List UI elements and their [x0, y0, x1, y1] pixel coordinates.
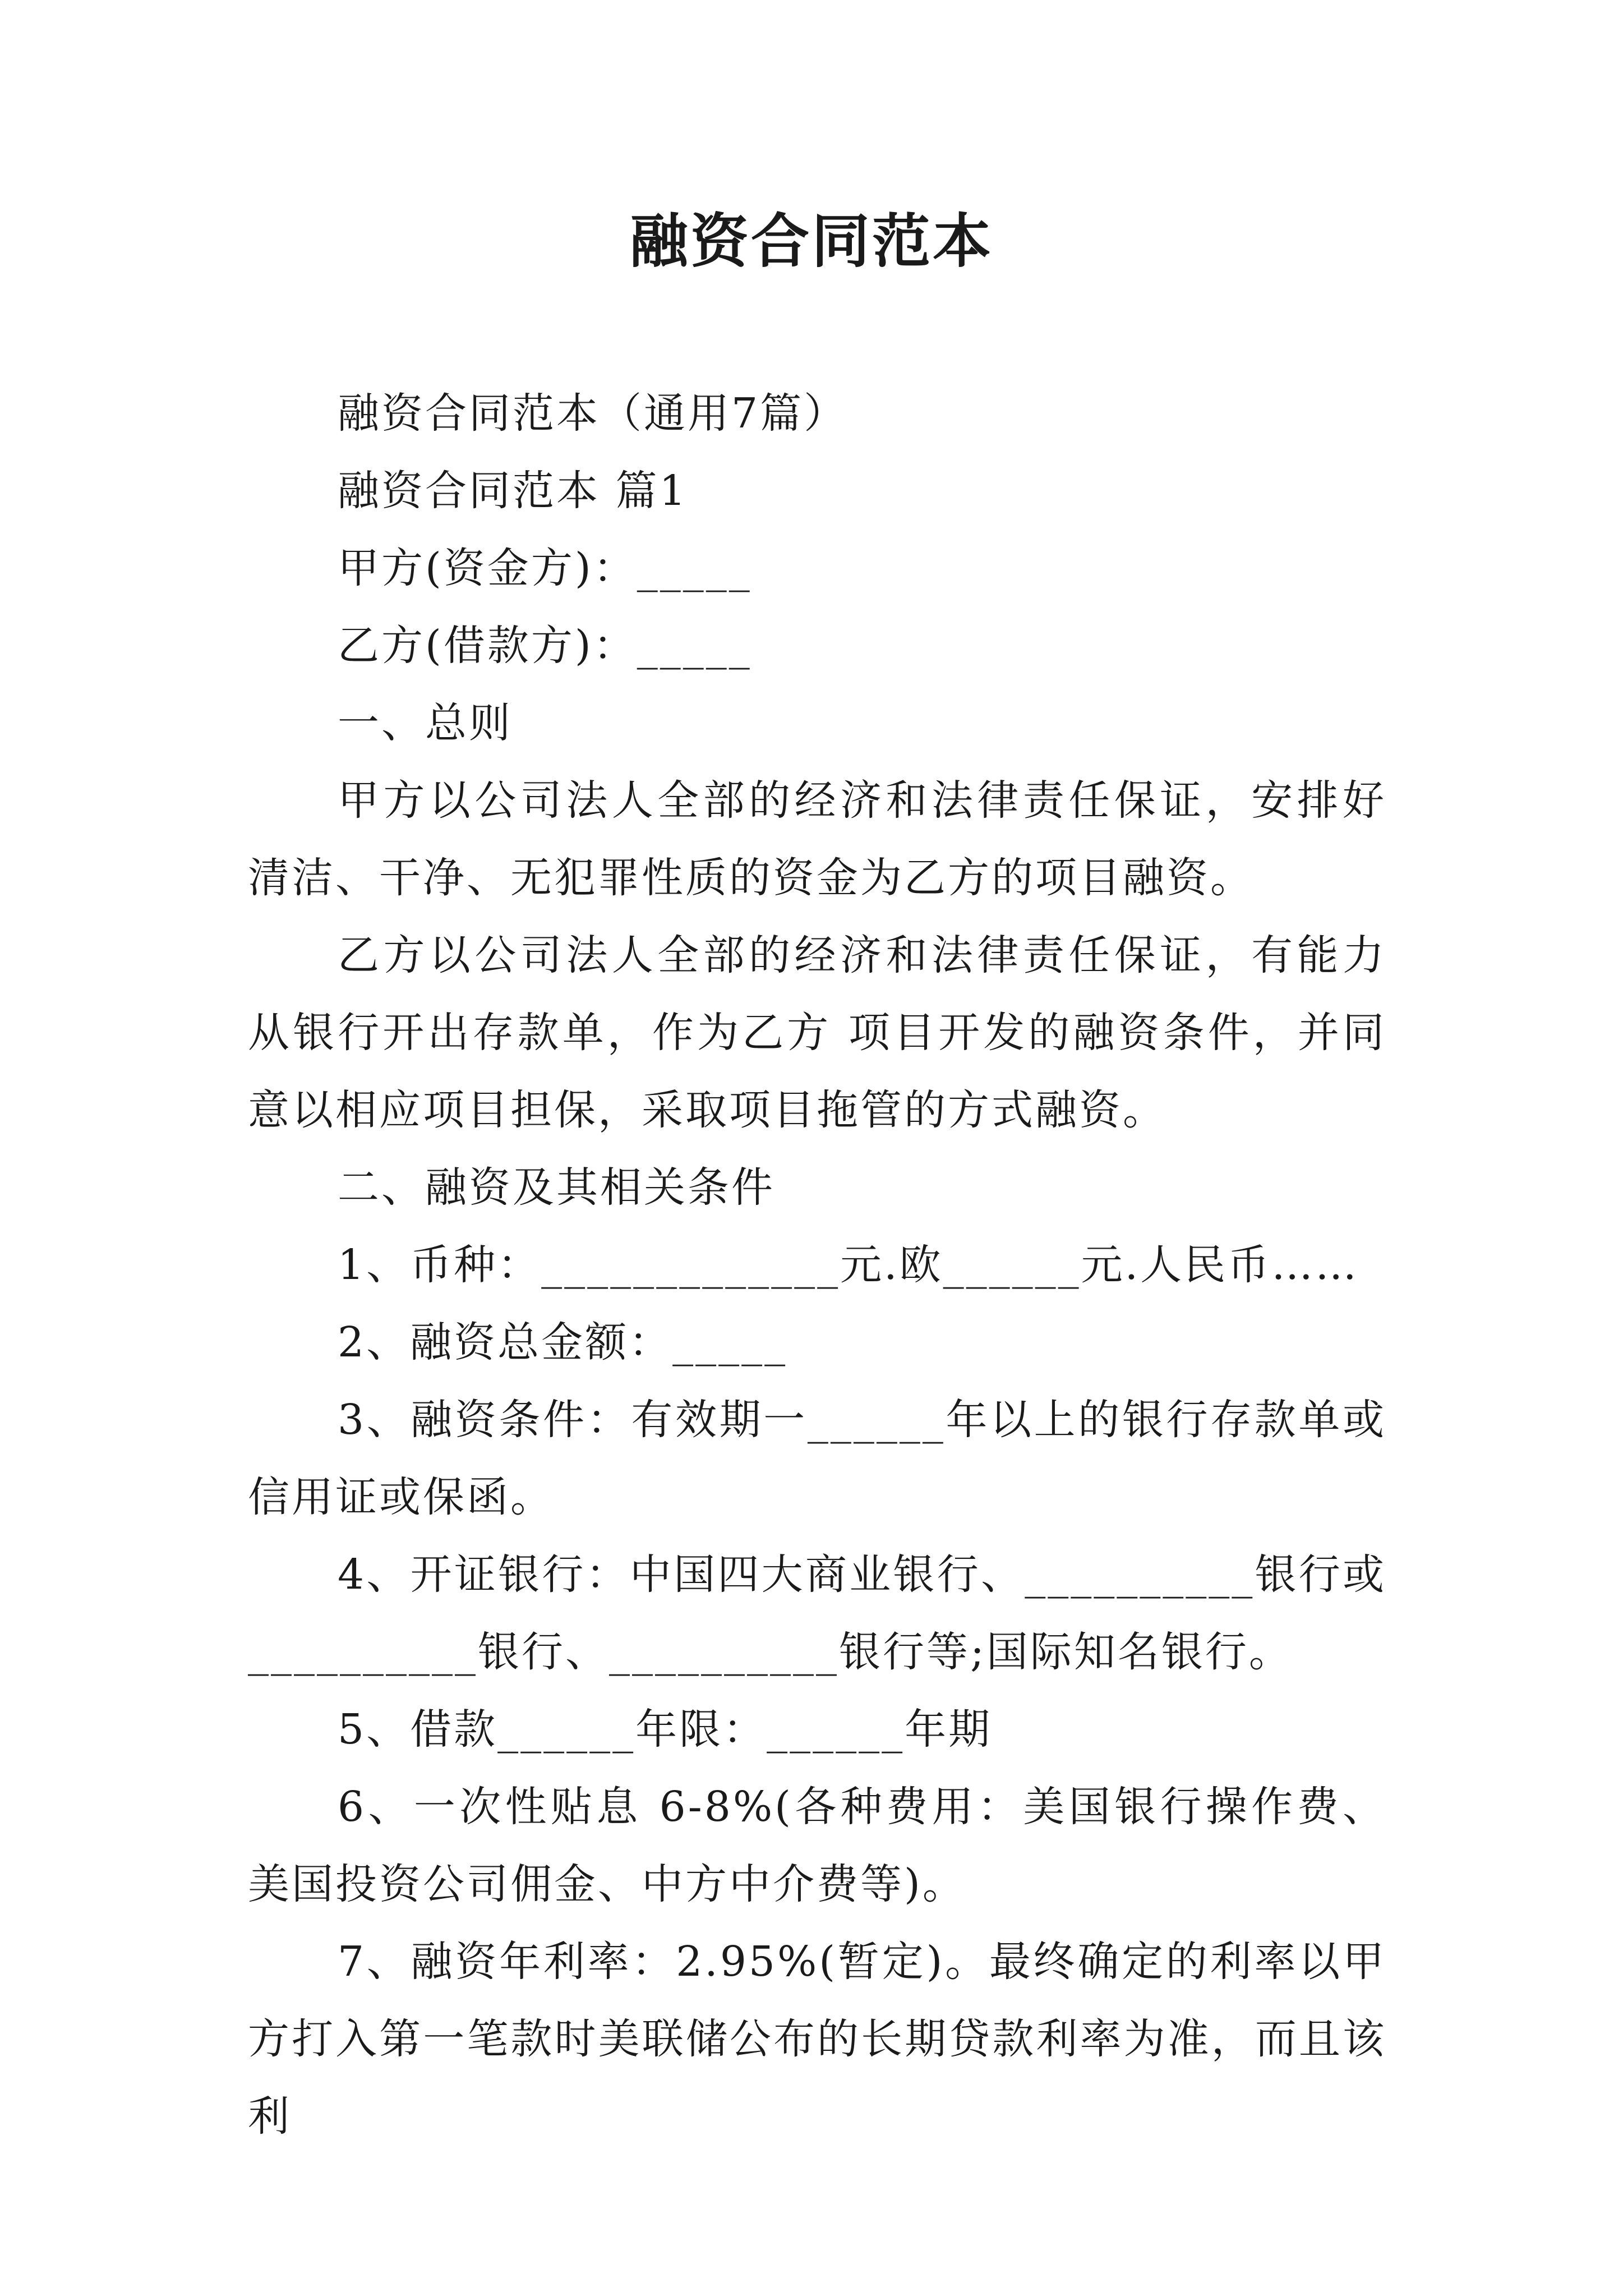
paragraph-conditions-heading: 二、融资及其相关条件	[338, 1163, 775, 1212]
document-title: 融资合同范本	[629, 206, 993, 275]
paragraph-general-heading: 一、总则	[338, 699, 513, 747]
paragraph-item-6: 6、一次性贴息 6-8%(各种费用：美国银行操作费、美国投资公司佣金、中方中介费等)。	[248, 1783, 1386, 1908]
paragraph-item-4: 4、开证银行：中国四大商业银行、__________银行或__________银行、__________银行等;国际知名银行。	[248, 1550, 1386, 1676]
paragraph-general-a: 甲方以公司法人全部的经济和法律责任保证，安排好清洁、干净、无犯罪性质的资金为乙方的项目融资。	[248, 776, 1386, 902]
paragraph-party-b: 乙方(借款方)：_____	[338, 622, 752, 670]
paragraph-item-1: 1、币种：_____________元.欧______元.人民币……	[338, 1241, 1359, 1289]
paragraph-section-heading: 融资合同范本 篇1	[338, 467, 688, 515]
paragraph-general-b: 乙方以公司法人全部的经济和法律责任保证，有能力从银行开出存款单，作为乙方 项目开发的融资条件，并同意以相应项目担保，采取项目拖管的方式融资。	[248, 931, 1386, 1134]
paragraph-item-2: 2、融资总金额：_____	[338, 1318, 788, 1366]
paragraph-party-a: 甲方(资金方)：_____	[338, 544, 752, 592]
paragraph-subtitle: 融资合同范本（通用7篇）	[338, 389, 848, 438]
paragraph-item-5: 5、借款______年限：______年期	[338, 1705, 993, 1754]
document-body	[248, 375, 1386, 2155]
paragraph-item-7: 7、融资年利率：2.95%(暂定)。最终确定的利率以甲方打入第一笔款时美联储公布的长期贷款利率为准，而且该利	[248, 1938, 1386, 2141]
paragraph-item-3: 3、融资条件：有效期一______年以上的银行存款单或信用证或保函。	[248, 1396, 1386, 1521]
